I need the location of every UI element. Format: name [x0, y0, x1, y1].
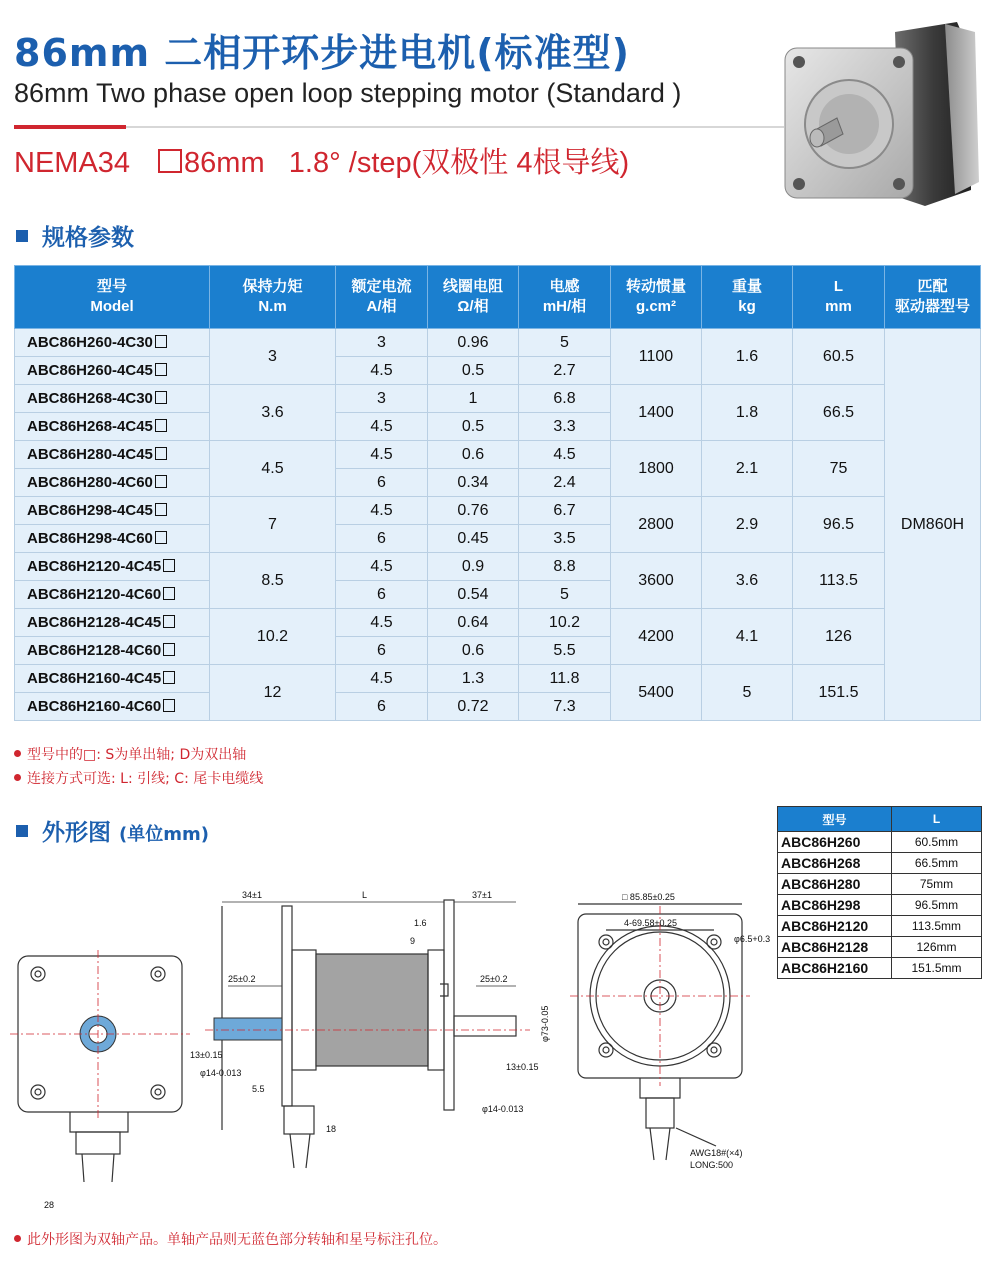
model-cell — [15, 385, 210, 413]
model-cell — [15, 497, 210, 525]
resistance-cell: 0.5 — [428, 357, 519, 385]
weight-cell: 5 — [702, 665, 793, 721]
weight-cell: 3.6 — [702, 553, 793, 609]
model-cell — [15, 329, 210, 357]
inductance-cell: 2.7 — [519, 357, 611, 385]
current-cell: 4.5 — [336, 665, 428, 693]
table-header-cn: 重量 — [731, 277, 762, 295]
footer-note-text: 此外形图为双轴产品。单轴产品则无蓝色部分转轴和星号标注孔位。 — [27, 1232, 447, 1248]
bullet-square-icon — [16, 230, 28, 242]
inertia-cell: 4200 — [611, 609, 702, 665]
dim-13-left: 13±0.15 — [190, 1050, 223, 1060]
square-icon — [155, 391, 167, 404]
model-name: ABC86H280-4C60 — [27, 474, 153, 491]
table-header-cn: 型号 — [96, 277, 127, 295]
inductance-cell: 5 — [519, 329, 611, 357]
spec-details: 86mm 1.8° /step(双极性 4根导线) — [184, 147, 630, 179]
square-icon — [163, 699, 175, 712]
weight-cell: 4.1 — [702, 609, 793, 665]
model-name: ABC86H268-4C30 — [27, 390, 153, 407]
square-icon — [155, 335, 167, 348]
motor-photo — [775, 14, 987, 214]
model-cell — [15, 609, 210, 637]
table-header-cn: 额定电流 — [351, 277, 412, 295]
square-icon — [163, 559, 175, 572]
model-name: ABC86H260-4C30 — [27, 334, 153, 351]
model-cell — [15, 525, 210, 553]
length-table-model: ABC86H2160 — [778, 958, 892, 979]
model-name: ABC86H298-4C60 — [27, 530, 153, 547]
page-subtitle: 86mm Two phase open loop stepping motor (Standard ) — [14, 78, 682, 108]
resistance-cell: 0.54 — [428, 581, 519, 609]
inertia-cell: 3600 — [611, 553, 702, 609]
length-table-length: 96.5mm — [892, 895, 982, 916]
model-name: ABC86H260-4C45 — [27, 362, 153, 379]
inductance-cell: 4.5 — [519, 441, 611, 469]
square-icon — [155, 503, 167, 516]
length-table-header-model: 型号 — [778, 807, 892, 832]
dim-6-5: φ6.5+0.3 — [734, 934, 771, 944]
table-header-cell — [793, 266, 885, 329]
table-row — [15, 553, 981, 581]
resistance-cell: 0.64 — [428, 609, 519, 637]
dim-69-58: 4-69.58±0.25 — [624, 918, 677, 928]
weight-cell: 1.6 — [702, 329, 793, 385]
length-table-model: ABC86H260 — [778, 832, 892, 853]
torque-cell: 7 — [210, 497, 336, 553]
nema-label: NEMA34 — [14, 147, 131, 179]
dim-L: L — [362, 890, 368, 900]
model-name: ABC86H2120-4C60 — [27, 586, 162, 603]
table-header-cn: 转动惯量 — [625, 277, 686, 295]
current-cell: 6 — [336, 693, 428, 721]
bullet-square-icon — [16, 825, 28, 837]
inertia-cell: 1400 — [611, 385, 702, 441]
current-cell: 6 — [336, 469, 428, 497]
current-cell: 4.5 — [336, 441, 428, 469]
model-name: ABC86H2160-4C60 — [27, 698, 162, 715]
model-cell — [15, 413, 210, 441]
table-header-cell — [885, 266, 981, 329]
page-title: 86mm 二相开环步进电机(标准型) — [14, 31, 631, 75]
square-icon — [163, 643, 175, 656]
length-cell: 66.5 — [793, 385, 885, 441]
current-cell: 3 — [336, 329, 428, 357]
resistance-cell: 0.72 — [428, 693, 519, 721]
table-row — [15, 665, 981, 693]
resistance-cell: 1.3 — [428, 665, 519, 693]
inductance-cell: 2.4 — [519, 469, 611, 497]
length-cell: 60.5 — [793, 329, 885, 385]
torque-cell: 8.5 — [210, 553, 336, 609]
table-row — [15, 385, 981, 413]
length-table-model: ABC86H2128 — [778, 937, 892, 958]
model-cell — [15, 665, 210, 693]
length-table-length: 113.5mm — [892, 916, 982, 937]
table-header-cn: 电感 — [549, 277, 580, 295]
current-cell: 4.5 — [336, 413, 428, 441]
square-icon — [155, 447, 167, 460]
section-heading-outline-label: 外形图 — [42, 820, 111, 846]
dim-28: 28 — [44, 1200, 55, 1210]
table-header-cn: 匹配 — [917, 277, 948, 295]
table-header-cell — [702, 266, 793, 329]
resistance-cell: 0.6 — [428, 637, 519, 665]
dim-25-left: 25±0.2 — [228, 974, 256, 984]
table-row — [15, 441, 981, 469]
dim-25-right: 25±0.2 — [480, 974, 508, 984]
table-row — [15, 609, 981, 637]
length-table-model: ABC86H2120 — [778, 916, 892, 937]
footer-note — [14, 1229, 447, 1249]
resistance-cell: 0.34 — [428, 469, 519, 497]
length-table-length: 75mm — [892, 874, 982, 895]
table-header-cell — [428, 266, 519, 329]
resistance-cell: 0.5 — [428, 413, 519, 441]
resistance-cell: 1 — [428, 385, 519, 413]
length-table-length: 60.5mm — [892, 832, 982, 853]
table-row — [15, 329, 981, 357]
square-icon — [158, 149, 182, 173]
inertia-cell: 1800 — [611, 441, 702, 497]
table-header-cn: 保持力矩 — [242, 277, 303, 295]
spec-table — [14, 265, 981, 721]
square-icon — [163, 615, 175, 628]
current-cell: 3 — [336, 385, 428, 413]
driver-cell: DM860H — [885, 329, 981, 721]
current-cell: 6 — [336, 581, 428, 609]
current-cell: 4.5 — [336, 553, 428, 581]
length-table-length: 126mm — [892, 937, 982, 958]
inductance-cell: 3.5 — [519, 525, 611, 553]
model-cell — [15, 693, 210, 721]
table-header-cn: 线圈电阻 — [442, 277, 503, 295]
square-icon — [163, 587, 175, 600]
model-name: ABC86H280-4C45 — [27, 446, 153, 463]
section-heading-outline — [16, 814, 209, 847]
model-name: ABC86H2128-4C45 — [27, 614, 162, 631]
dim-73: φ73-0.05 — [540, 1005, 550, 1042]
table-header-en: mm — [825, 298, 852, 315]
table-row — [15, 497, 981, 525]
table-header-cell — [519, 266, 611, 329]
table-header-en: Model — [90, 298, 134, 315]
table-header-en: A/相 — [366, 298, 397, 315]
model-cell — [15, 553, 210, 581]
section-heading-specs — [16, 219, 134, 252]
length-table-model: ABC86H298 — [778, 895, 892, 916]
table-header-en: kg — [738, 298, 756, 315]
inertia-cell: 2800 — [611, 497, 702, 553]
dim-5-5: 5.5 — [252, 1084, 265, 1094]
torque-cell: 4.5 — [210, 441, 336, 497]
length-cell: 151.5 — [793, 665, 885, 721]
note-shaft — [14, 744, 246, 764]
inductance-cell: 8.8 — [519, 553, 611, 581]
inductance-cell: 6.8 — [519, 385, 611, 413]
resistance-cell: 0.76 — [428, 497, 519, 525]
length-table-length: 151.5mm — [892, 958, 982, 979]
table-header-cell — [210, 266, 336, 329]
current-cell: 6 — [336, 637, 428, 665]
square-icon — [155, 419, 167, 432]
table-header-en: 驱动器型号 — [894, 298, 970, 315]
table-row — [778, 832, 982, 853]
length-cell: 113.5 — [793, 553, 885, 609]
model-cell — [15, 637, 210, 665]
square-icon — [155, 363, 167, 376]
model-name: ABC86H298-4C45 — [27, 502, 153, 519]
weight-cell: 1.8 — [702, 385, 793, 441]
bullet-dot-icon — [14, 774, 21, 781]
length-table-model: ABC86H268 — [778, 853, 892, 874]
section-heading-outline-unit: (单位mm) — [119, 824, 209, 845]
note-shaft-text: 型号中的□: S为单出轴; D为双出轴 — [27, 747, 247, 763]
resistance-cell: 0.96 — [428, 329, 519, 357]
length-table-header — [778, 807, 982, 832]
table-header-cn: L — [833, 277, 844, 295]
length-cell: 75 — [793, 441, 885, 497]
weight-cell: 2.1 — [702, 441, 793, 497]
model-name: ABC86H2160-4C45 — [27, 670, 162, 687]
note-connection — [14, 768, 263, 788]
length-table-header-length: L — [892, 807, 982, 832]
current-cell: 4.5 — [336, 609, 428, 637]
current-cell: 6 — [336, 525, 428, 553]
dim-37: 37±1 — [472, 890, 492, 900]
model-cell — [15, 581, 210, 609]
dim-85-85: □ 85.85±0.25 — [622, 892, 675, 902]
square-icon — [163, 671, 175, 684]
table-header-en: g.cm² — [635, 298, 676, 315]
inductance-cell: 10.2 — [519, 609, 611, 637]
dim-13-right: 13±0.15 — [506, 1062, 539, 1072]
inductance-cell: 11.8 — [519, 665, 611, 693]
length-cell: 96.5 — [793, 497, 885, 553]
resistance-cell: 0.6 — [428, 441, 519, 469]
inductance-cell: 5 — [519, 581, 611, 609]
torque-cell: 10.2 — [210, 609, 336, 665]
spec-summary — [14, 140, 629, 181]
torque-cell: 3.6 — [210, 385, 336, 441]
model-name: ABC86H268-4C45 — [27, 418, 153, 435]
dim-awg: AWG18#(×4) — [690, 1148, 743, 1158]
model-name: ABC86H2120-4C45 — [27, 558, 162, 575]
table-header-en: N.m — [258, 298, 287, 315]
model-cell — [15, 469, 210, 497]
title-divider-accent — [14, 125, 126, 129]
dim-18: 18 — [326, 1124, 337, 1134]
section-heading-specs-label: 规格参数 — [42, 225, 134, 251]
resistance-cell: 0.45 — [428, 525, 519, 553]
table-header-row — [15, 266, 981, 329]
table-header-cell — [611, 266, 702, 329]
inductance-cell: 3.3 — [519, 413, 611, 441]
dim-34: 34±1 — [242, 890, 262, 900]
outline-drawings — [0, 870, 1000, 1220]
dim-9: 9 — [410, 936, 416, 946]
table-header-en: mH/相 — [542, 298, 587, 315]
inertia-cell: 5400 — [611, 665, 702, 721]
dim-14-left: φ14-0.013 — [200, 1068, 242, 1078]
model-name: ABC86H2128-4C60 — [27, 642, 162, 659]
torque-cell: 12 — [210, 665, 336, 721]
bullet-dot-icon — [14, 750, 21, 757]
dim-1-6: 1.6 — [414, 918, 427, 928]
dim-long: LONG:500 — [690, 1160, 734, 1170]
length-table-model: ABC86H280 — [778, 874, 892, 895]
table-header-cell — [15, 266, 210, 329]
table-header-cell — [336, 266, 428, 329]
table-header-en: Ω/相 — [457, 298, 489, 315]
length-table-length: 66.5mm — [892, 853, 982, 874]
length-cell: 126 — [793, 609, 885, 665]
model-cell — [15, 357, 210, 385]
resistance-cell: 0.9 — [428, 553, 519, 581]
note-connection-text: 连接方式可选: L: 引线; C: 尾卡电缆线 — [27, 771, 264, 787]
current-cell: 4.5 — [336, 497, 428, 525]
dim-14-right: φ14-0.013 — [482, 1104, 524, 1114]
inductance-cell: 5.5 — [519, 637, 611, 665]
current-cell: 4.5 — [336, 357, 428, 385]
inertia-cell: 1100 — [611, 329, 702, 385]
bullet-dot-icon — [14, 1235, 21, 1242]
title-divider — [14, 126, 784, 128]
square-icon — [155, 531, 167, 544]
weight-cell: 2.9 — [702, 497, 793, 553]
inductance-cell: 6.7 — [519, 497, 611, 525]
torque-cell: 3 — [210, 329, 336, 385]
model-cell — [15, 441, 210, 469]
inductance-cell: 7.3 — [519, 693, 611, 721]
square-icon — [155, 475, 167, 488]
